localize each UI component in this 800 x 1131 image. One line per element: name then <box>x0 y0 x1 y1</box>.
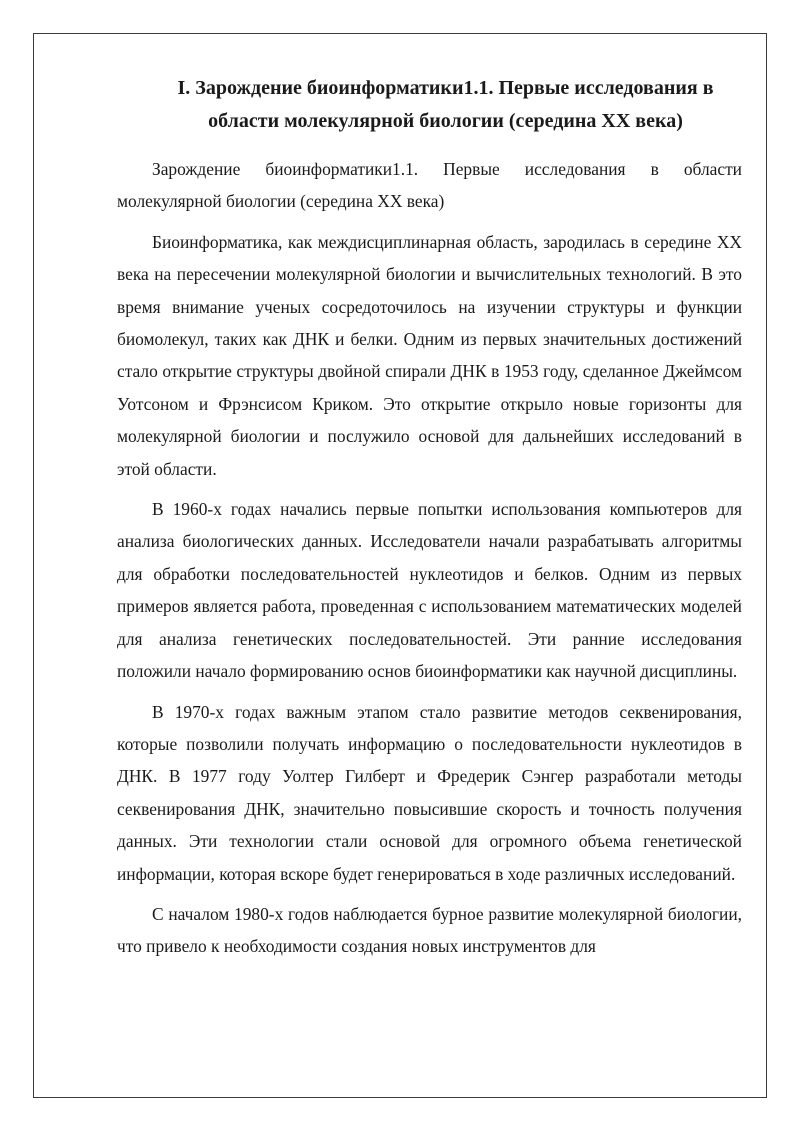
section-heading: I. Зарождение биоинформатики1.1. Первые исследования в области молекулярной биологии (середина XX века) <box>177 77 714 132</box>
paragraph-1: Зарождение биоинформатики1.1. Первые исследования в области молекулярной биологии (середина XX века) <box>117 159 742 212</box>
paragraph-3: В 1960-х годах начались первые попытки использования компьютеров для анализа биологических данных. Исследователи начали разрабатывать алгоритмы для обработки последовательностей нуклеотидов и белков. Одним из первых примеров является работа, проведенная с использованием математических моделей для анализа генетических последовательностей. Эти ранние исследования положили начало формированию основ биоинформатики как научной дисциплины. <box>117 499 742 682</box>
document-body <box>117 72 742 971</box>
paragraph-2: Биоинформатика, как междисциплинарная область, зародилась в середине XX века на пересечении молекулярной биологии и вычислительных технологий. В это время внимание ученых сосредоточилось на изучении структуры и функции биомолекул, таких как ДНК и белки. Одним из первых значительных достижений стало открытие структуры двойной спирали ДНК в 1953 году, сделанное Джеймсом Уотсоном и Фрэнсисом Криком. Это открытие открыло новые горизонты для молекулярной биологии и послужило основой для дальнейших исследований в этой области. <box>117 231 742 479</box>
paragraph-5: С началом 1980-х годов наблюдается бурное развитие молекулярной биологии, что привело к необходимости создания новых инструментов для <box>117 903 742 957</box>
paragraph-4: В 1970-х годах важным этапом стало развитие методов секвенирования, которые позволили получать информацию о последовательности нуклеотидов в ДНК. В 1977 году Уолтер Гилберт и Фредерик Сэнгер разработали методы секвенирования ДНК, значительно повысившие скорость и точность получения данных. Эти технологии стали основой для огромного объема генетической информации, которая вскоре будет генерироваться в ходе различных исследований. <box>117 701 742 884</box>
